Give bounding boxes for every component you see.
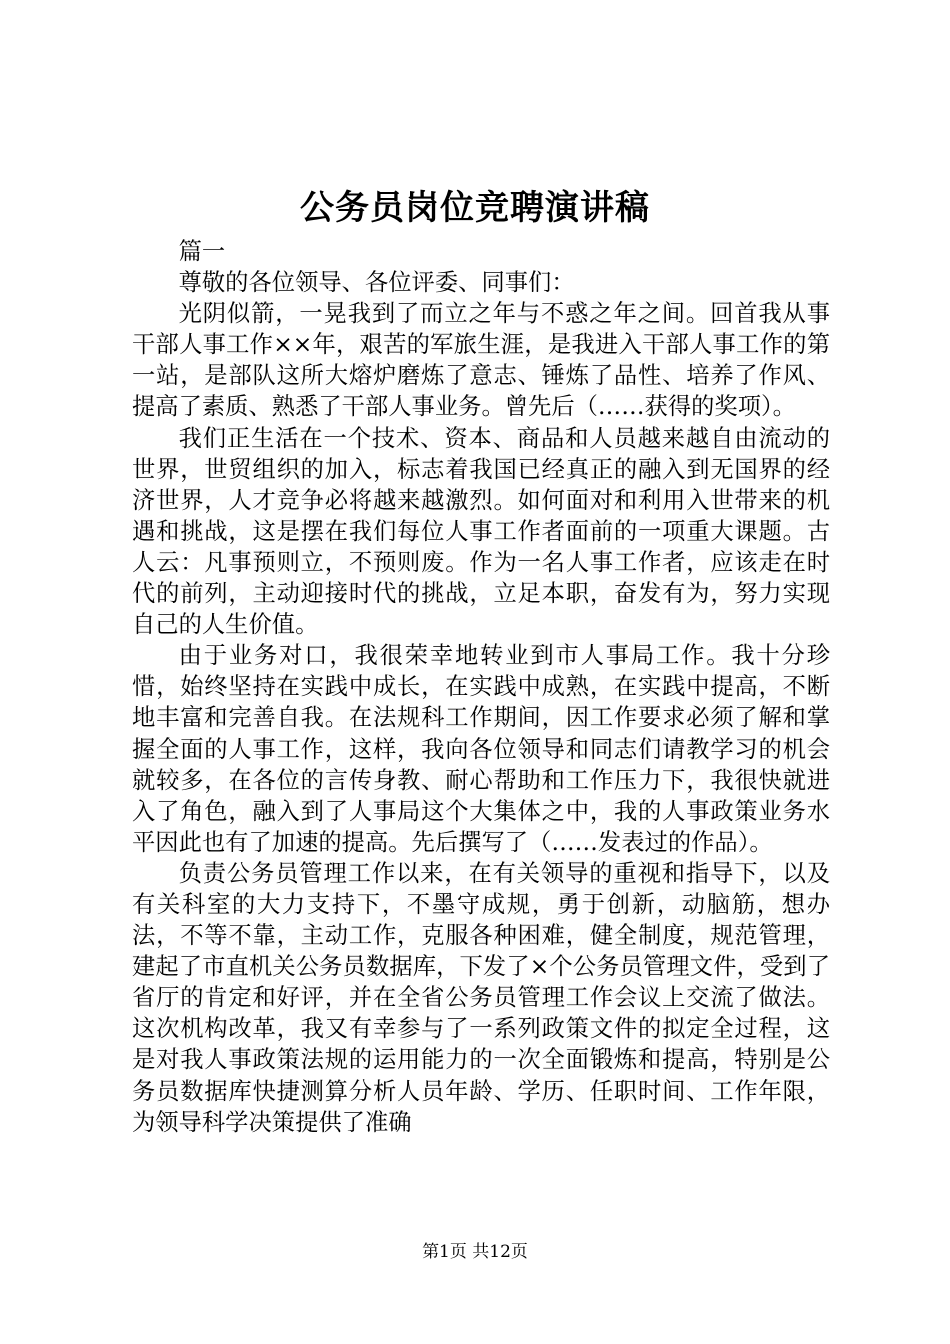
document-title: 公务员岗位竞聘演讲稿 — [300, 188, 650, 228]
salutation: 尊敬的各位领导、各位评委、同事们： — [178, 269, 575, 297]
paragraph: 我们正生活在一个技术、资本、商品和人员越来越自由流动的世界，世贸组织的加入，标志着我国已经真正的融入到无国界的经济世界，人才竞争必将越来越激烈。如何面对和利用入世带来的机遇和挑战，这是摆在我们每位人事工作者面前的一项重大课题。古人云：凡事预则立，不预则废。作为一名人事工作者，应该走在时代的前列，主动迎接时代的挑战，立足本职，奋发有为，努力实现自己的人生价值。 — [132, 424, 830, 639]
section-heading: 篇一 — [178, 238, 226, 265]
document-body — [132, 236, 830, 1138]
paragraph: 光阴似箭，一晃我到了而立之年与不惑之年之间。回首我从事干部人事工作××年，艰苦的军旅生涯，是我进入干部人事工作的第一站，是部队这所大熔炉磨炼了意志、锤炼了品性、培养了作风、提高了素质、熟悉了干部人事业务。曾先后（……获得的奖项）。 — [132, 300, 830, 421]
page-footer: 第1页 共12页 — [422, 1242, 528, 1262]
paragraph: 负责公务员管理工作以来，在有关领导的重视和指导下，以及有关科室的大力支持下，不墨守成规，勇于创新，动脑筋，想办法，不等不靠，主动工作，克服各种困难，健全制度，规范管理，建起了市直机关公务员数据库，下发了×个公务员管理文件，受到了省厅的肯定和好评，并在全省公务员管理工作会议上交流了做法。这次机构改革，我又有幸参与了一系列政策文件的拟定全过程，这是对我人事政策法规的运用能力的一次全面锻炼和提高，特别是公务员数据库快捷测算分析人员年龄、学历、任职时间、工作年限，为领导科学决策提供了准确 — [132, 859, 830, 1136]
paragraph: 由于业务对口，我很荣幸地转业到市人事局工作。我十分珍惜，始终坚持在实践中成长，在实践中成熟，在实践中提高，不断地丰富和完善自我。在法规科工作期间，因工作要求必须了解和掌握全面的人事工作，这样，我向各位领导和同志们请教学习的机会就较多，在各位的言传身教、耐心帮助和工作压力下，我很快就进入了角色，融入到了人事局这个大集体之中，我的人事政策业务水平因此也有了加速的提高。先后撰写了（……发表过的作品）。 — [132, 642, 830, 856]
